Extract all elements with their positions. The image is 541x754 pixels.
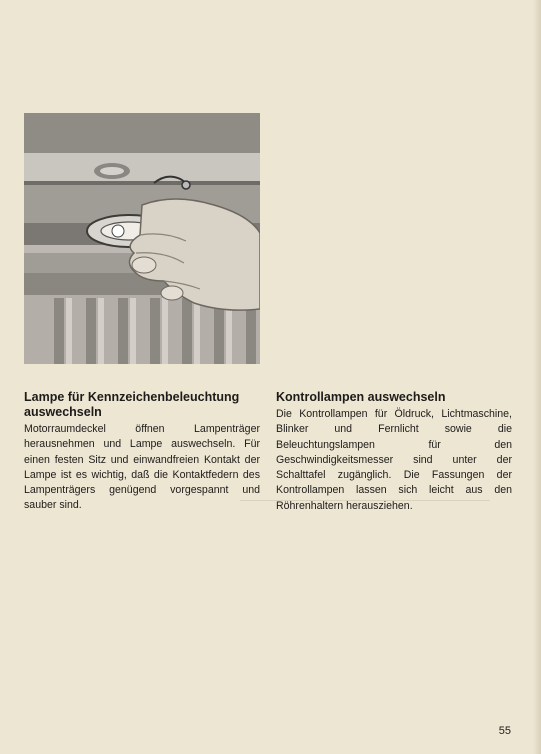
indicator-lamps-instructions: Die Kontrollampen für Öldruck, Lichtmaschine, Blinker und Fernlicht sowie die Beleuchtungslampen für den Geschwindigkeitsmesser sind unter der Schalttafel zugänglich. Die Fassungen der Kontrollampen lassen sich leicht aus den Röhrenhaltern herausziehen. [276,408,512,512]
heading-line-2: auswechseln [24,405,102,419]
page-edge [533,0,541,754]
section-heading-indicator-lamps: Kontrollampen auswechseln [276,390,446,404]
license-plate-lamp-instructions: Motorraumdeckel öffnen Lampenträger herausnehmen und Lampe auswechseln. Für einen festen Sitz und einwandfreien Kontakt der Lampe ist es wichtig, daß die Kontaktfedern des Lampenträgers genügend vorgespannt und sauber sind. [24,423,260,512]
section-heading-license-plate-lamp [24,390,239,420]
show-through-shadow [240,500,490,561]
heading-line-1: Lampe für Kennzeichenbeleuchtung [24,390,240,404]
license-plate-lamp-photo [24,113,260,364]
page-number: 55 [498,725,511,737]
